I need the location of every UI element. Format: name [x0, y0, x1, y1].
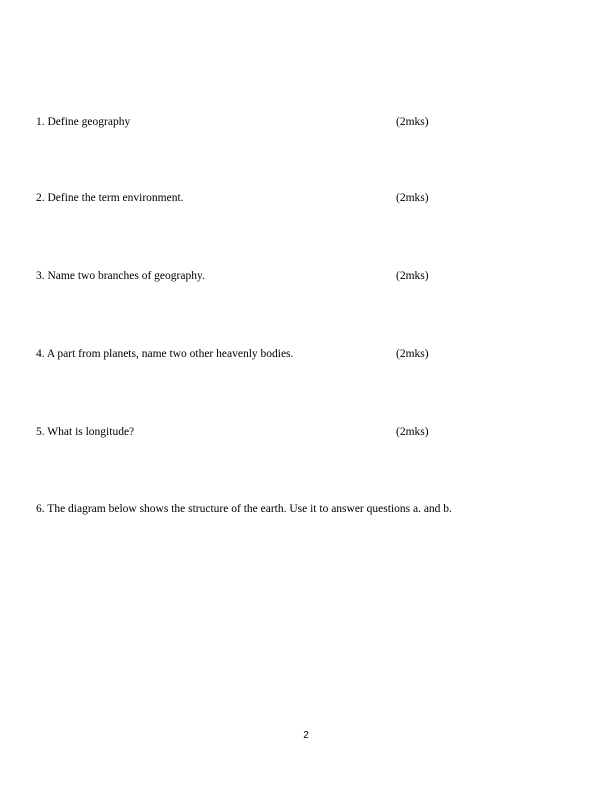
question-4 [36, 346, 596, 362]
question-2-marks: (2mks) [396, 192, 429, 204]
question-3 [36, 268, 596, 284]
question-2-text: 2. Define the term environment. [36, 192, 184, 204]
question-3-marks: (2mks) [396, 270, 429, 282]
page-number: 2 [303, 730, 309, 741]
question-5-text: 5. What is longitude? [36, 426, 135, 438]
question-6 [36, 501, 596, 517]
question-1-text: 1. Define geography [36, 116, 131, 128]
question-1 [36, 114, 596, 130]
question-3-text: 3. Name two branches of geography. [36, 270, 205, 282]
question-1-marks: (2mks) [396, 116, 429, 128]
question-2 [36, 190, 596, 206]
question-5-marks: (2mks) [396, 426, 429, 438]
question-4-text: 4. A part from planets, name two other heavenly bodies. [36, 348, 294, 360]
question-4-marks: (2mks) [396, 348, 429, 360]
question-5 [36, 424, 596, 440]
question-6-text: 6. The diagram below shows the structure of the earth. Use it to answer questions a. and b. [36, 503, 452, 515]
